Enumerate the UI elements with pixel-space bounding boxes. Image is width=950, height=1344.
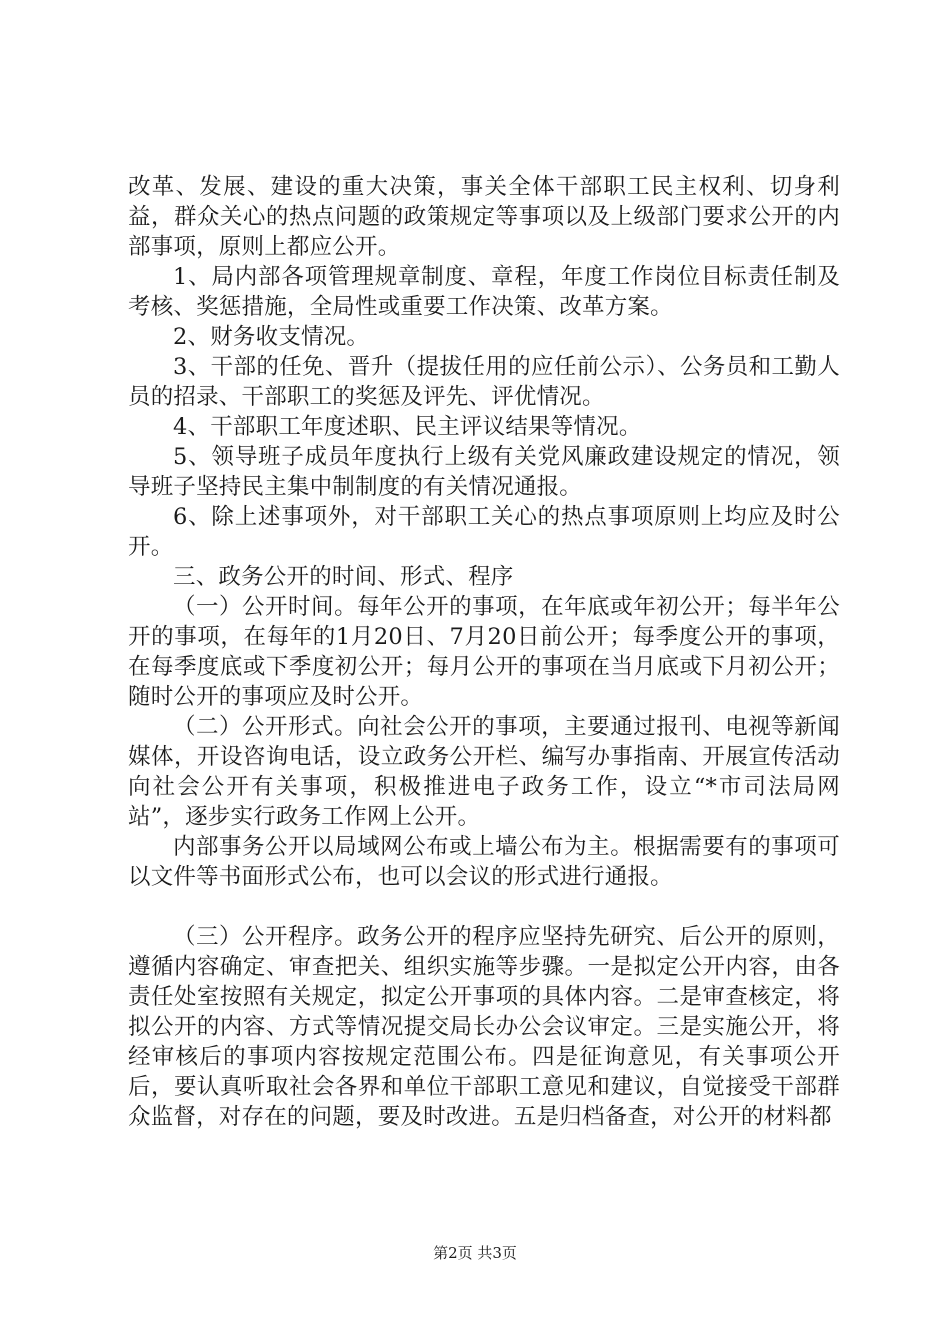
paragraph-internal-affairs: 内部事务公开以局域网公布或上墙公布为主。根据需要有的事项可以文件等书面形式公布，也可以会议的形式进行通报。 [128, 834, 840, 890]
paragraph-item-4: 4、干部职工年度述职、民主评议结果等情况。 [173, 414, 642, 440]
document-body [128, 172, 840, 1132]
paragraph-public-form: （二）公开形式。向社会公开的事项，主要通过报刊、电视等新闻媒体，开设咨询电话，设立政务公开栏、编写办事指南、开展宣传活动向社会公开有关事项，积极推进电子政务工作，设立“*市司法局网站”，逐步实行政务工作网上公开。 [128, 714, 840, 830]
paragraph-public-time: （一）公开时间。每年公开的事项，在年底或年初公开；每半年公开的事项，在每年的1月20日、7月20日前公开；每季度公开的事项，在每季度底或下季度初公开；每月公开的事项在当月底或下月初公开；随时公开的事项应及时公开。 [128, 594, 840, 710]
paragraph-item-1: 1、局内部各项管理规章制度、章程，年度工作岗位目标责任制及考核、奖惩措施，全局性或重要工作决策、改革方案。 [128, 264, 840, 320]
page-number-indicator: 第2页 共3页 [433, 1244, 517, 1262]
paragraph-public-procedure: （三）公开程序。政务公开的程序应坚持先研究、后公开的原则，遵循内容确定、审查把关、组织实施等步骤。一是拟定公开内容，由各责任处室按照有关规定，拟定公开事项的具体内容。二是审查核定，将拟公开的内容、方式等情况提交局长办公会议审定。三是实施公开，将经审核后的事项内容按规定范围公布。四是征询意见，有关事项公开后，要认真听取社会各界和单位干部职工意见和建议，自觉接受干部群众监督，对存在的问题，要及时改进。五是归档备查，对公开的材料都 [128, 924, 840, 1130]
section-heading-3: 三、政务公开的时间、形式、程序 [173, 564, 514, 590]
paragraph-item-6: 6、除上述事项外，对干部职工关心的热点事项原则上均应及时公开。 [128, 504, 840, 560]
paragraph-item-5: 5、领导班子成员年度执行上级有关党风廉政建设规定的情况，领导班子坚持民主集中制制度的有关情况通报。 [128, 444, 840, 500]
page-footer [0, 1244, 950, 1262]
paragraph-item-2: 2、财务收支情况。 [173, 324, 370, 350]
paragraph-intro: 改革、发展、建设的重大决策，事关全体干部职工民主权利、切身利益，群众关心的热点问题的政策规定等事项以及上级部门要求公开的内部事项，原则上都应公开。 [128, 174, 840, 260]
paragraph-item-3: 3、干部的任免、晋升（提拔任用的应任前公示）、公务员和工勤人员的招录、干部职工的奖惩及评先、评优情况。 [128, 354, 840, 410]
